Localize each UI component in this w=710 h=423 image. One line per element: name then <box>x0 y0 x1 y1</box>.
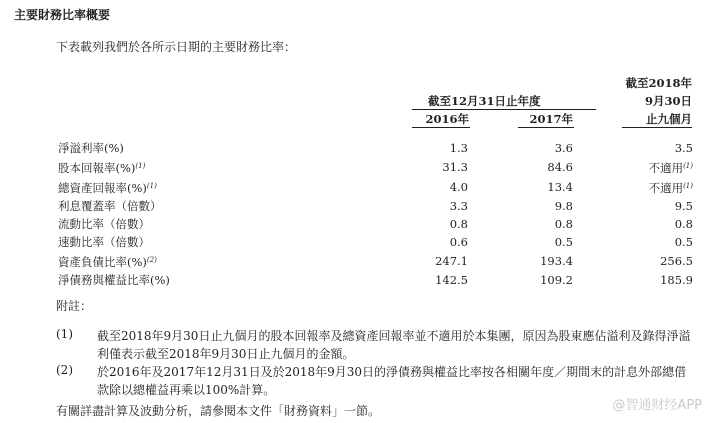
value-2016-cell <box>328 233 468 251</box>
value-2017: 0.8 <box>554 217 573 232</box>
value-2018: 256.5 <box>660 254 693 269</box>
row-label: 股本回報率(%) <box>58 161 136 176</box>
financial-ratios-table <box>58 139 693 289</box>
value-2018-cell <box>573 197 693 215</box>
value-2016: 247.1 <box>435 254 468 269</box>
footnote-marker: (1) <box>683 182 693 191</box>
value-2018: 0.5 <box>674 235 693 250</box>
financial-ratios-body <box>58 139 693 289</box>
row-label-cell <box>58 197 328 215</box>
value-2018-cell <box>573 233 693 251</box>
value-2017-cell <box>468 157 573 177</box>
footnote-marker: (2) <box>146 256 157 265</box>
table-row <box>58 215 693 233</box>
value-2016: 0.6 <box>449 235 468 250</box>
row-label-cell <box>58 251 328 271</box>
value-2017: 84.6 <box>547 160 573 175</box>
value-2016: 3.3 <box>449 199 468 214</box>
row-label: 總資產回報率(%) <box>58 181 147 196</box>
value-2016-cell <box>328 251 468 271</box>
table-row <box>58 177 693 197</box>
value-2017-cell <box>468 197 573 215</box>
row-label: 流動比率（倍數） <box>58 217 150 232</box>
row-label: 利息覆蓋率（倍數） <box>58 199 162 214</box>
header-group-year-end: 截至12月31日止年度 <box>428 94 541 108</box>
value-2017: 0.5 <box>554 235 573 250</box>
row-label: 速動比率（倍數） <box>58 235 150 250</box>
table-row <box>58 139 693 157</box>
table-row <box>58 233 693 251</box>
value-2016-cell <box>328 177 468 197</box>
header-col3-underline <box>622 127 692 128</box>
footnote-marker: (1) <box>683 162 693 171</box>
value-2018: 3.5 <box>674 141 693 156</box>
value-2018: 185.9 <box>660 273 693 288</box>
row-label-cell <box>58 139 328 157</box>
value-2018-cell <box>573 139 693 157</box>
row-label: 淨溢利率(%) <box>58 141 124 156</box>
notes-title: 附註： <box>56 299 93 313</box>
value-2016: 142.5 <box>435 273 468 288</box>
intro-text: 下表載列我們於各所示日期的主要財務比率： <box>56 40 297 54</box>
value-2016: 0.8 <box>449 217 468 232</box>
note-1-number: (1) <box>56 327 73 341</box>
value-2017: 3.6 <box>554 141 573 156</box>
value-2017: 9.8 <box>554 199 573 214</box>
value-2016-cell <box>328 157 468 177</box>
value-2018-cell <box>573 177 693 197</box>
row-label-cell <box>58 215 328 233</box>
value-2016-cell <box>328 215 468 233</box>
value-2016-cell <box>328 139 468 157</box>
header-col1: 2016年 <box>425 112 469 126</box>
value-2017: 13.4 <box>547 180 573 195</box>
value-2017-cell <box>468 215 573 233</box>
value-2017-cell <box>468 139 573 157</box>
row-label-cell <box>58 157 328 177</box>
header-col3-line1: 截至2018年 <box>625 76 692 90</box>
value-2016-cell <box>328 271 468 289</box>
header-col2: 2017年 <box>529 112 573 126</box>
header-group-underline <box>412 109 596 110</box>
value-2018: 不適用 <box>648 181 684 196</box>
value-2018: 不適用 <box>648 161 684 176</box>
value-2016: 1.3 <box>449 141 468 156</box>
row-label: 淨債務與權益比率(%) <box>58 273 170 288</box>
header-col2-underline <box>518 127 574 128</box>
value-2017: 193.4 <box>540 254 573 269</box>
value-2017-cell <box>468 177 573 197</box>
value-2018-cell <box>573 251 693 271</box>
row-label: 資產負債比率(%) <box>58 255 147 270</box>
row-label-cell <box>58 233 328 251</box>
value-2017: 109.2 <box>540 273 573 288</box>
watermark-logo: @智通财经APP <box>612 398 702 413</box>
value-2018-cell <box>573 271 693 289</box>
value-2018-cell <box>573 157 693 177</box>
row-label-cell <box>58 271 328 289</box>
section-title: 主要財務比率概要 <box>14 8 111 22</box>
value-2017-cell <box>468 233 573 251</box>
table-row <box>58 251 693 271</box>
footnote-marker: (1) <box>135 162 146 171</box>
closing-text: 有關詳盡計算及波動分析，請參閱本文件「財務資料」一節。 <box>56 404 381 418</box>
value-2018: 0.8 <box>674 217 693 232</box>
note-2-number: (2) <box>56 363 73 377</box>
value-2016: 4.0 <box>449 180 468 195</box>
table-row <box>58 271 693 289</box>
row-label-cell <box>58 177 328 197</box>
value-2018: 9.5 <box>674 199 693 214</box>
value-2017-cell <box>468 251 573 271</box>
table-row <box>58 197 693 215</box>
table-row <box>58 157 693 177</box>
value-2016: 31.3 <box>442 160 468 175</box>
header-col3-line3: 止九個月 <box>646 112 692 126</box>
note-1-text: 截至2018年9月30日止九個月的股本回報率及總資產回報率並不適用於本集團，原因為股東應佔溢利及錄得淨溢利僅表示截至2018年9月30日止九個月的金額。 <box>97 329 691 361</box>
value-2018-cell <box>573 215 693 233</box>
header-col3-line2: 9月30日 <box>644 94 692 108</box>
header-col1-underline <box>412 127 470 128</box>
note-2-text: 於2016年及2017年12月31日及於2018年9月30日的淨債務與權益比率按各相關年度／期間末的計息外部總借款除以總權益再乘以100%計算。 <box>97 365 687 397</box>
footnote-marker: (1) <box>146 182 157 191</box>
value-2016-cell <box>328 197 468 215</box>
value-2017-cell <box>468 271 573 289</box>
